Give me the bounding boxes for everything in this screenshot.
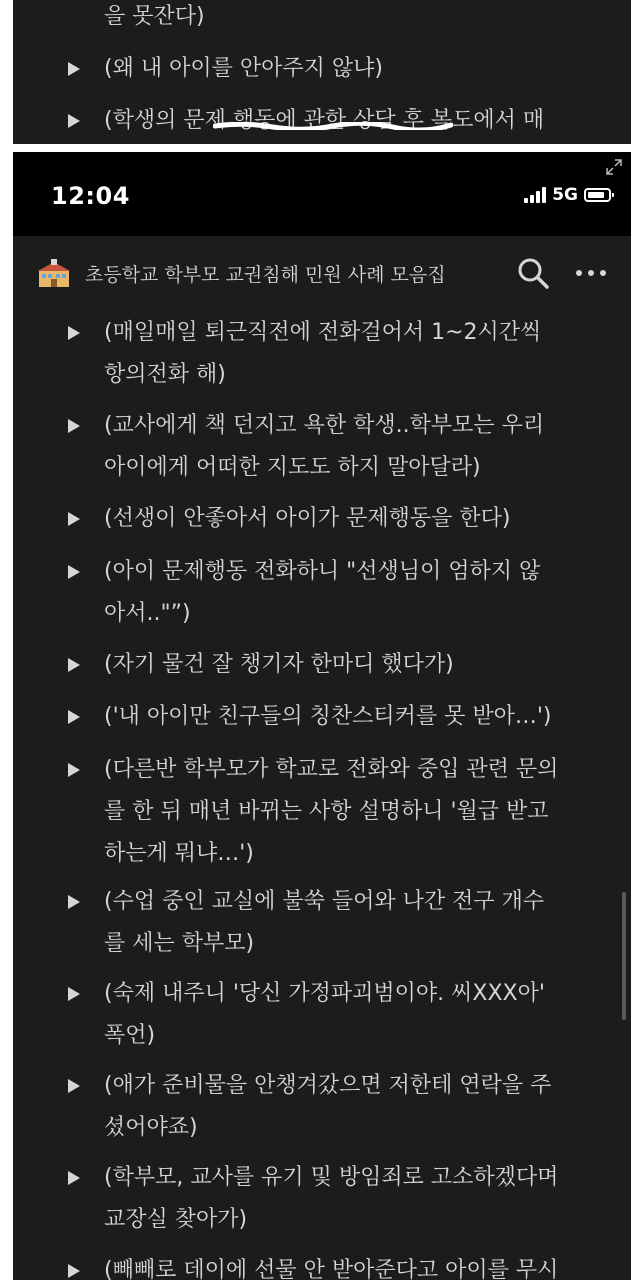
disclosure-triangle-icon[interactable] — [68, 1264, 80, 1278]
disclosure-triangle-icon[interactable] — [68, 512, 80, 526]
list-item-text: (애가 준비물을 안챙겨갔으면 저한테 연락을 주 셨어야죠) — [104, 1073, 552, 1140]
search-icon[interactable] — [516, 256, 550, 290]
network-label: 5G — [552, 185, 578, 205]
signal-icon — [524, 187, 546, 203]
previous-screenshot — [13, 0, 631, 144]
disclosure-triangle-icon[interactable] — [68, 62, 80, 76]
list-item-text: (수업 중인 교실에 불쑥 들어와 나간 전구 개수 를 세는 학부모) — [104, 889, 545, 956]
disclosure-triangle-icon[interactable] — [68, 987, 80, 1001]
expand-icon[interactable] — [605, 158, 623, 176]
disclosure-triangle-icon[interactable] — [68, 1171, 80, 1185]
list-item-text: (선생이 안좋아서 아이가 문제행동을 한다) — [104, 506, 511, 531]
disclosure-triangle-icon[interactable] — [68, 114, 80, 128]
list-item-text: ('내 아이만 친구들의 칭찬스티커를 못 받아…') — [104, 704, 552, 729]
list-item-text: (왜 내 아이를 안아주지 않냐) — [104, 56, 383, 81]
disclosure-triangle-icon[interactable] — [68, 763, 80, 777]
page-title: 초등학교 학부모 교권침해 민원 사례 모음집 — [85, 264, 446, 286]
scrollbar[interactable] — [622, 892, 626, 1020]
list-item-text: (학부모, 교사를 유기 및 방임죄로 고소하겠다며 교장실 찾아가) — [104, 1165, 559, 1232]
phone-screenshot — [13, 152, 631, 1280]
list-item-text: (자기 물건 잘 챙기자 한마디 했다가) — [104, 652, 454, 677]
page-header — [13, 236, 631, 306]
disclosure-triangle-icon[interactable] — [68, 710, 80, 724]
redaction-scribble — [213, 122, 453, 130]
disclosure-triangle-icon[interactable] — [68, 1079, 80, 1093]
disclosure-triangle-icon[interactable] — [68, 895, 80, 909]
list-item-text: (빼빼로 데이에 선물 안 받아준다고 아이를 무시 — [104, 1258, 559, 1280]
school-building-icon — [37, 258, 71, 288]
disclosure-triangle-icon[interactable] — [68, 326, 80, 340]
more-icon[interactable] — [573, 258, 609, 288]
status-bar — [13, 152, 631, 236]
list-item-text: (아이 문제행동 전화하니 "선생님이 엄하지 않 아서.."”) — [104, 559, 541, 626]
status-indicators — [524, 185, 611, 205]
list-item-text: (학생의 문제 행동에 관한 상담 후 복도에서 매 — [104, 108, 545, 133]
status-time: 12:04 — [51, 182, 130, 210]
list-item-text: (숙제 내주니 '당신 가정파괴범이야. 씨XXX아' 폭언) — [104, 981, 545, 1048]
list-item-text: 을 못잔다) — [104, 4, 205, 29]
list-item-text: (교사에게 책 던지고 욕한 학생..학부모는 우리 아이에게 어떠한 지도도 하지 말아달라) — [104, 413, 545, 480]
disclosure-triangle-icon[interactable] — [68, 565, 80, 579]
disclosure-triangle-icon[interactable] — [68, 658, 80, 672]
disclosure-triangle-icon[interactable] — [68, 419, 80, 433]
battery-icon — [584, 188, 611, 202]
list-item-text: (매일매일 퇴근직전에 전화걸어서 1~2시간씩 항의전화 해) — [104, 320, 542, 387]
list-item-text: (다른반 학부모가 학교로 전화와 중입 관련 문의 를 한 뒤 매년 바뀌는 사항 설명하니 '월급 받고 하는게 뭐냐…') — [104, 757, 559, 866]
